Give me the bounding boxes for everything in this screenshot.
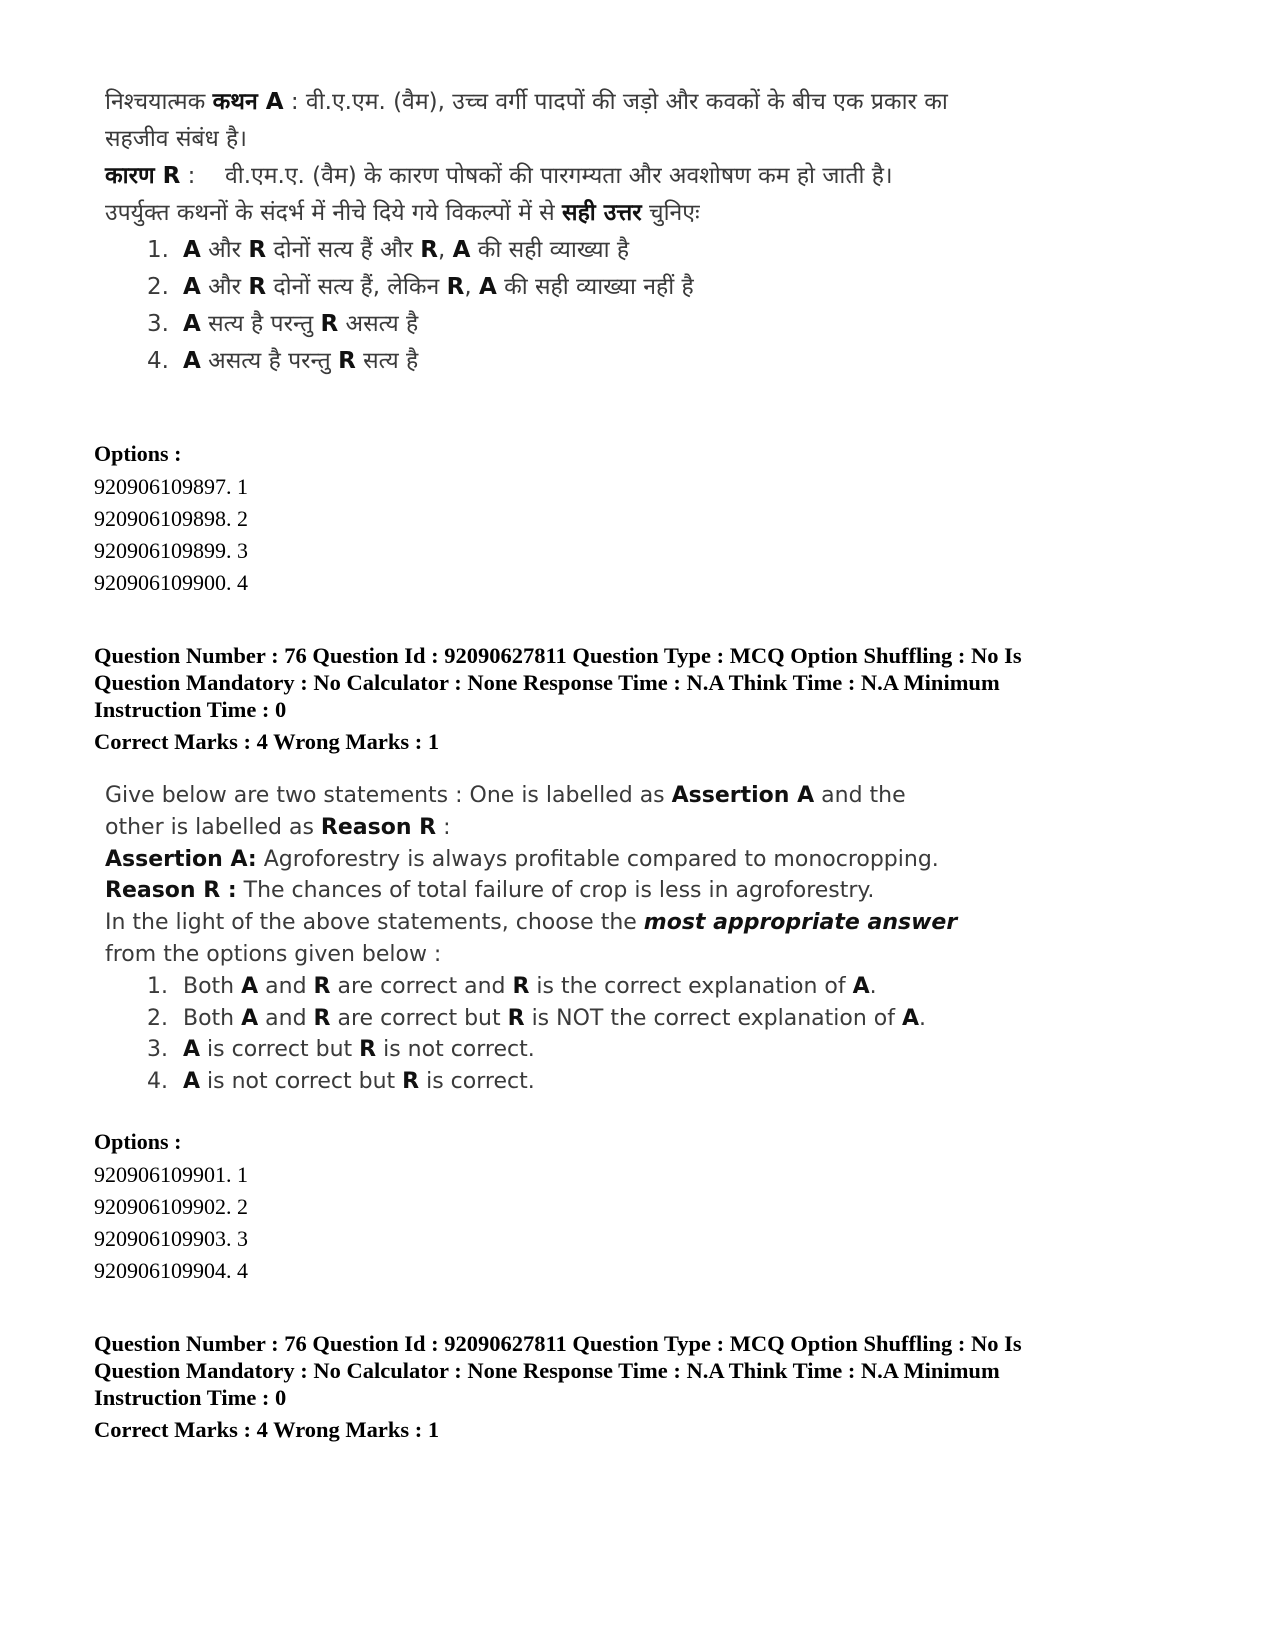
options-list: [94, 438, 248, 599]
question-image-english: [105, 780, 965, 1098]
options-heading: Options :: [94, 1129, 182, 1154]
intro-statement: Give below are two statements : One is labelled as Assertion A and the other is labelled as Reason R :: [105, 783, 906, 840]
meta-line: Question Mandatory : No Calculator : None Response Time : N.A Think Time : N.A Minimum: [94, 670, 1000, 695]
choice-item: 2. A और R दोनों सत्य हैं, लेकिन R, A की सही व्याख्या नहीं है: [147, 274, 694, 300]
reason-label: Reason R :: [105, 878, 237, 904]
assertion-label: कथन A: [212, 89, 284, 115]
choice-item: 3. A is correct but R is not correct.: [147, 1037, 535, 1063]
instruction: उपर्युक्त कथनों के संदर्भ में नीचे दिये गये विकल्पों में से सही उत्तर चुनिएः: [105, 200, 700, 226]
option-item: 920906109897. 1: [94, 473, 248, 499]
option-item: 920906109899. 3: [94, 537, 248, 563]
choice-item: 2. Both A and R are correct but R is NOT the correct explanation of A.: [147, 1005, 926, 1031]
choice-item: 1. A और R दोनों सत्य हैं और R, A की सही व्याख्या है: [147, 237, 630, 263]
choice-item: 4. A is not correct but R is correct.: [147, 1069, 535, 1095]
options-heading: Options :: [94, 441, 182, 466]
meta-line: Instruction Time : 0: [94, 1385, 287, 1410]
choice-list: [105, 232, 985, 380]
assertion-statement: Assertion A: Agroforestry is always profitable compared to monocropping.: [105, 846, 939, 872]
meta-line: Question Number : 76 Question Id : 92090627811 Question Type : MCQ Option Shuffling : No Is: [94, 643, 1022, 668]
question-image-hindi: [105, 84, 985, 380]
assertion-statement: निश्चयात्मक कथन A : वी.ए.एम. (वैम), उच्च वर्गी पादपों की जड़ो और कवकों के बीच एक प्रकार का सहजीव संबंध है।: [105, 89, 948, 152]
meta-line: Question Mandatory : No Calculator : None Response Time : N.A Think Time : N.A Minimum: [94, 1358, 1000, 1383]
choice-item: 1. Both A and R are correct and R is the correct explanation of A.: [147, 973, 877, 999]
option-item: 920906109902. 2: [94, 1193, 248, 1219]
options-list: [94, 1126, 248, 1287]
option-item: 920906109904. 4: [94, 1257, 248, 1283]
question-meta: [94, 642, 1204, 755]
assertion-label: Assertion A:: [105, 846, 257, 872]
reason-statement: कारण R : वी.एम.ए. (वैम) के कारण पोषकों की पारगम्यता और अवशोषण कम हो जाती है।: [105, 163, 893, 189]
marks-line: Correct Marks : 4 Wrong Marks : 1: [94, 1417, 440, 1442]
option-item: 920906109901. 1: [94, 1161, 248, 1187]
reason-statement: Reason R : The chances of total failure of crop is less in agroforestry.: [105, 878, 875, 904]
marks-line: Correct Marks : 4 Wrong Marks : 1: [94, 729, 440, 754]
instruction: In the light of the above statements, choose the most appropriate answer from the options given below :: [105, 910, 958, 967]
choice-list: [105, 971, 965, 1098]
option-item: 920906109900. 4: [94, 569, 248, 595]
choice-item: 3. A सत्य है परन्तु R असत्य है: [147, 311, 419, 337]
reason-label: कारण R: [105, 163, 181, 189]
meta-line: Question Number : 76 Question Id : 92090627811 Question Type : MCQ Option Shuffling : No Is: [94, 1331, 1022, 1356]
choice-item: 4. A असत्य है परन्तु R सत्य है: [147, 348, 419, 374]
option-item: 920906109898. 2: [94, 505, 248, 531]
option-item: 920906109903. 3: [94, 1225, 248, 1251]
question-meta: [94, 1330, 1204, 1443]
meta-line: Instruction Time : 0: [94, 697, 287, 722]
